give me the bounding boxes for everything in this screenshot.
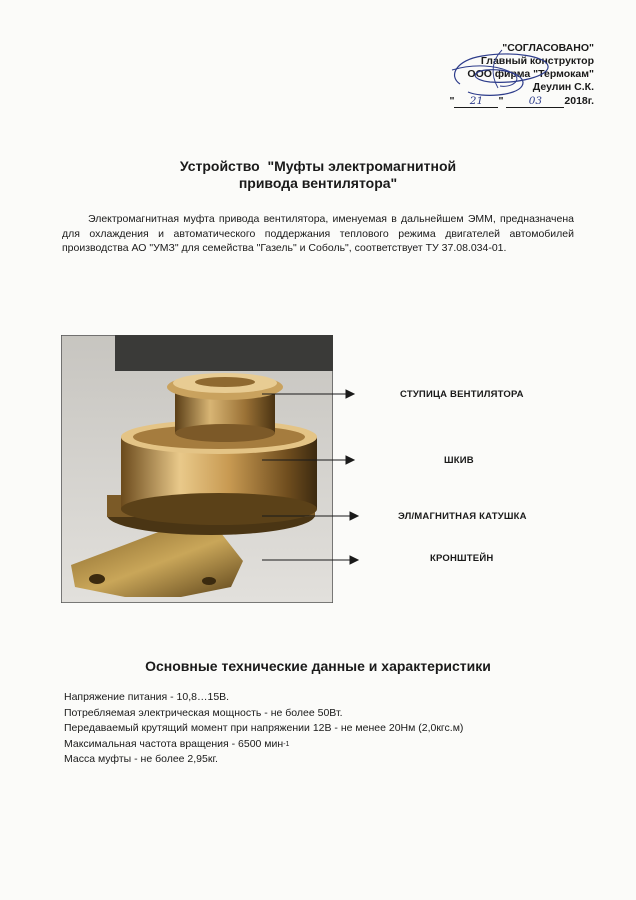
document-title — [0, 158, 636, 192]
spec-power: Потребляемая электрическая мощность - не более 50Вт. — [64, 706, 343, 719]
label-pulley: ШКИВ — [444, 455, 474, 466]
approval-year: 2018г. — [564, 95, 594, 107]
spec-voltage: Напряжение питания - 10,8…15В. — [64, 691, 230, 703]
approval-position: Главный конструктор — [480, 55, 594, 67]
specs-list — [64, 690, 463, 768]
label-bracket: КРОНШТЕЙН — [430, 553, 494, 564]
spec-speed — [64, 737, 463, 753]
approval-name: Деулин С.К. — [532, 81, 594, 93]
spec-speed-exponent: -1 — [283, 740, 290, 748]
specs-title: Основные технические данные и характеристики — [145, 658, 491, 674]
intro-paragraph — [62, 212, 574, 256]
intro-text: Электромагнитная муфта привода вентилятора, именуемая в дальнейшем ЭММ, предназначена для охлаждения и автоматического поддержания теплового режима двигателей автомобилей производства АО "УМЗ" для семейства "Газель" и Соболь", соответствует ТУ 37.08.034-01. — [62, 213, 574, 254]
approval-day: 21 — [454, 95, 498, 108]
spec-speed-text: Максимальная частота вращения - 6500 мин — [64, 737, 284, 750]
spec-torque: Передаваемый крутящий момент при напряжении 12В - не менее 20Нм (2,0кгс.м) — [64, 722, 464, 735]
title-line-1: Устройство "Муфты электромагнитной — [179, 158, 457, 174]
clutch-photo — [61, 335, 333, 603]
label-fan-hub: СТУПИЦА ВЕНТИЛЯТОРА — [400, 389, 524, 400]
spec-mass: Масса муфты - не более 2,95кг. — [64, 753, 218, 766]
approval-date: " 21 " 03 2018г. — [449, 95, 594, 107]
approval-month: 03 — [506, 95, 564, 108]
approval-stamp: "СОГЛАСОВАНО" — [502, 42, 594, 54]
approval-company: ООО фирма "Термокам" — [467, 68, 594, 80]
signature-drawing — [442, 40, 572, 110]
title-line-2: привода вентилятора" — [238, 175, 398, 191]
label-magnetic-coil: ЭЛ/МАГНИТНАЯ КАТУШКА — [398, 511, 527, 522]
